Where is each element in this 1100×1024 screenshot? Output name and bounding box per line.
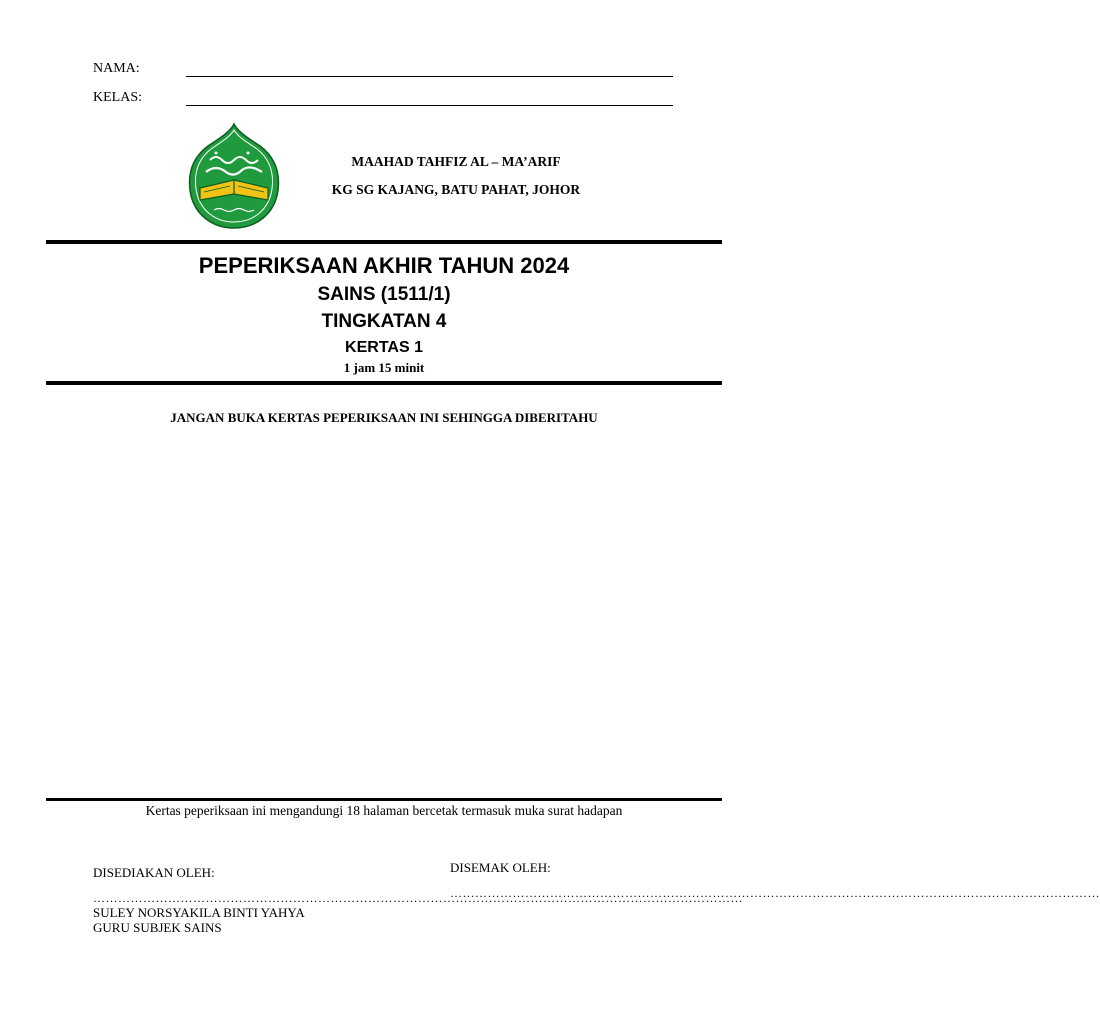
exam-paper: KERTAS 1 xyxy=(345,339,423,356)
school-name: MAAHAD TAHFIZ AL – MA’ARIF xyxy=(351,154,561,169)
kelas-label: KELAS: xyxy=(93,90,142,105)
prepared-by-name: SULEY NORSYAKILA BINTI YAHYA xyxy=(93,905,305,920)
school-logo-graphic xyxy=(186,122,282,230)
header-bottom-rule xyxy=(46,381,722,385)
prepared-by-signature-line: ………………………………………………………………………………………………………………………………………… xyxy=(93,891,743,905)
nama-field-line[interactable] xyxy=(186,76,673,77)
school-logo xyxy=(186,122,282,230)
prepared-by-label: DISEDIAKAN OLEH: xyxy=(93,865,215,880)
footer-rule xyxy=(46,798,722,801)
exam-warning: JANGAN BUKA KERTAS PEPERIKSAAN INI SEHINGGA DIBERITAHU xyxy=(170,410,598,425)
exam-subject: SAINS (1511/1) xyxy=(317,284,451,305)
checked-by-label: DISEMAK OLEH: xyxy=(450,860,551,875)
header-top-rule xyxy=(46,240,722,244)
school-address: KG SG KAJANG, BATU PAHAT, JOHOR xyxy=(331,182,581,197)
page-count-note: Kertas peperiksaan ini mengandungi 18 halaman bercetak termasuk muka surat hadapan xyxy=(145,803,623,818)
exam-title: PEPERIKSAAN AKHIR TAHUN 2024 xyxy=(198,253,570,278)
exam-duration: 1 jam 15 minit xyxy=(343,360,425,375)
kelas-field-line[interactable] xyxy=(186,105,673,106)
nama-label: NAMA: xyxy=(93,61,140,76)
exam-form-level: TINGKATAN 4 xyxy=(321,311,447,332)
prepared-by-role: GURU SUBJEK SAINS xyxy=(93,920,222,935)
checked-by-signature-line: ………………………………………………………………………………………………………………………………………… xyxy=(450,886,1100,900)
